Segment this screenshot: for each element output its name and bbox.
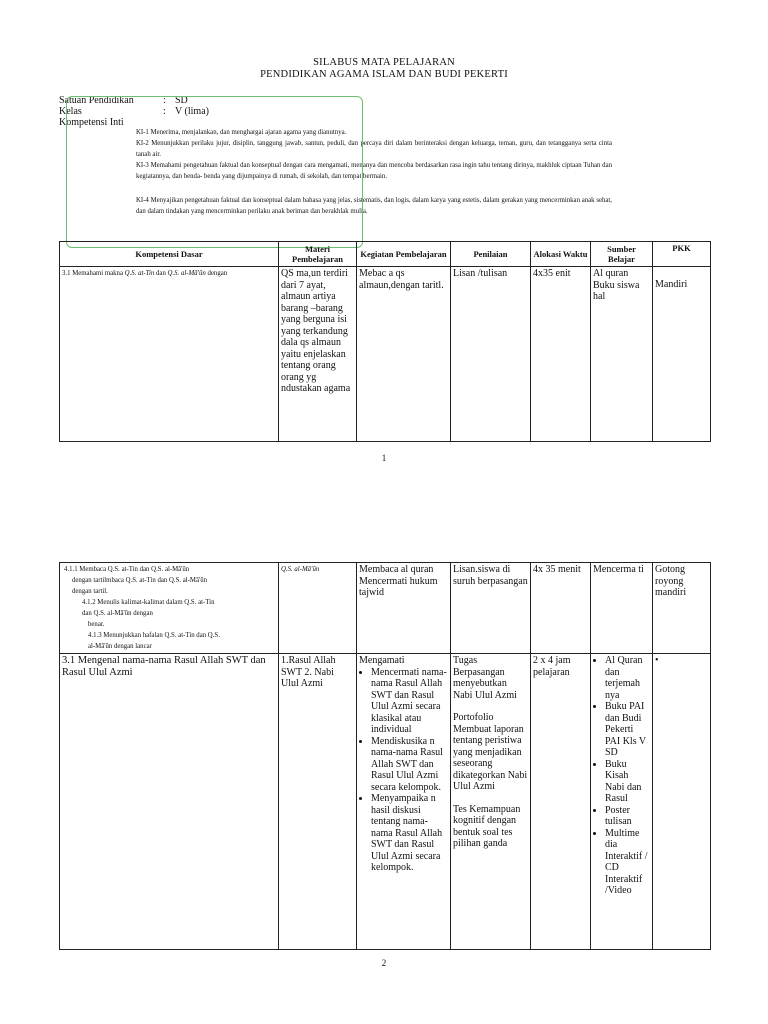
kd-surah-1: Q.S. at-Tin	[124, 270, 155, 277]
list-item: • Mencermati nama-nama Rasul Allah SWT dan Rasul Ulul Azmi secara klasikal atau individual	[371, 667, 448, 736]
document-subtitle: PENDIDIKAN AGAMA ISLAM DAN BUDI PEKERTI	[260, 69, 508, 80]
document-title: SILABUS MATA PELAJARAN	[313, 57, 455, 68]
kd-text: dengan	[205, 270, 228, 277]
penilaian-cell	[451, 654, 531, 950]
header-alokasi: Alokasi Waktu	[531, 242, 591, 267]
kelas-value: V (lima)	[175, 106, 209, 117]
kd-line: benar.	[88, 621, 105, 628]
ki-4: KI-4 Menyajikan pengetahuan faktual dan konseptual dalam bahasa yang jelas, sistematis, dan logis, dalam karya yang estetis, dalam gerakan yang mencerminkan anak sehat, dan dalam tindakan yang mencerminkan perilaku anak beriman dan berakhlak mulia.	[136, 197, 612, 215]
ki-2: KI-2 Menunjukkan perilaku jujur, disiplin, tanggung jawab, santun, peduli, dan percaya diri dalam berinteraksi dengan keluarga, teman, guru, dan tetangganya serta cinta tanah air.	[136, 140, 612, 158]
alokasi-cell: 2 x 4 jam pelajaran	[531, 654, 591, 950]
kd-line: 4.1.3 Menunjukkan hafalan Q.S. at-Tin dan Q.S.	[88, 632, 220, 639]
colon: :	[163, 106, 166, 117]
colon: :	[163, 95, 166, 106]
ki-3: KI-3 Memahami pengetahuan faktual dan konseptual dengan cara mengamati, menanya dan mencoba berdasarkan rasa ingin tahu tentang dirinya, makhluk ciptaan Tuhan dan kegiatannya, dan benda- benda yang dijumpainya di rumah, di sekolah, dan tempat bermain.	[136, 162, 612, 180]
penilaian-cell: Lisan.siswa di suruh berpasangan	[451, 563, 531, 654]
kd-line: dengan tartilmbaca Q.S. at-Tin dan Q.S. al-Mā'ūn	[72, 577, 207, 584]
list-item: • Multime dia Interaktif / CD Interaktif /Video	[605, 828, 650, 897]
syllabus-table-1	[59, 241, 711, 442]
sumber-cell: Mencerma ti	[591, 563, 653, 654]
kd-cell: 3.1 Mengenal nama-nama Rasul Allah SWT dan Rasul Ulul Azmi	[60, 654, 279, 950]
alokasi-cell: 4x 35 menit	[531, 563, 591, 654]
header-pkk: PKK	[653, 242, 711, 267]
kd-line: 4.1.1 Membaca Q.S. at-Tin dan Q.S. al-Mā'ūn	[64, 566, 190, 573]
header-kompetensi-dasar: Kompetensi Dasar	[60, 242, 279, 267]
pkk-cell: Mandiri	[653, 267, 711, 442]
kd-surah-2: Q.S. al-Mā'ūn	[167, 270, 206, 277]
kd-line: 4.1.2 Menulis kalimat-kalimat dalam Q.S. at-Tin	[82, 599, 215, 606]
pkk-cell: Gotong royong mandiri	[653, 563, 711, 654]
list-item: • Buku PAI dan Budi Pekerti PAI Kls V SD	[605, 701, 650, 759]
table-row	[60, 267, 711, 442]
kegiatan-cell: Mebac a qs almaun,dengan taritl.	[357, 267, 451, 442]
kompetensi-inti-label: Kompetensi Inti	[59, 117, 124, 128]
penilaian-item: Tes Kemampuan kognitif dengan bentuk soal tes pilihan ganda	[453, 803, 521, 849]
header-penilaian: Penilaian	[451, 242, 531, 267]
syllabus-table-2	[59, 562, 711, 950]
sumber-list	[593, 655, 650, 897]
kd-text: 3.1 Memahami makna	[62, 270, 125, 277]
table-row	[60, 654, 711, 950]
list-item: • Mendiskusika n nama-nama Rasul Allah SWT dan Rasul Ulul Azmi secara kelompok.	[371, 736, 448, 794]
penilaian-item: Portofolio Membuat laporan tentang peristiwa yang menjadikan seseorang dikategorkan Nabi Ulul Azmi	[453, 712, 528, 792]
kd-cell	[60, 267, 279, 442]
ki-1: KI-1 Menerima, menjalankan, dan menghargai ajaran agama yang dianutnya.	[136, 129, 347, 136]
list-item: • Al Quran dan terjemah nya	[605, 655, 650, 701]
page-number-2: 2	[381, 958, 387, 968]
kd-line: dan Q.S. al-Mā'ūn dengan	[82, 610, 153, 617]
alokasi-cell: 4x35 enit	[531, 267, 591, 442]
penilaian-cell: Lisan /tulisan	[451, 267, 531, 442]
kelas-label: Kelas	[59, 106, 82, 117]
table-row	[60, 563, 711, 654]
selection-rectangle	[66, 96, 363, 248]
sumber-cell	[591, 654, 653, 950]
kegiatan-title: Mengamati	[359, 655, 405, 666]
materi-cell: QS ma,un terdiri dari 7 ayat, almaun artiya barang –barang yang berguna isi yang terkandung dala qs almaun yaitu enjelaskan tentang orang orang yg ndustakan agama	[279, 267, 357, 442]
kegiatan-list	[359, 667, 448, 874]
kd-line: al-Mā'ūn dengan lancar	[88, 643, 152, 650]
header-materi: Materi Pembelajaran	[279, 242, 357, 267]
kegiatan-cell	[357, 654, 451, 950]
materi-cell: Q.S. al-Mā'ūn	[279, 563, 357, 654]
header-kegiatan: Kegiatan Pembelajaran	[357, 242, 451, 267]
page-number-1: 1	[381, 453, 387, 463]
header-sumber: Sumber Belajar	[591, 242, 653, 267]
sumber-cell: Al quran Buku siswa hal	[591, 267, 653, 442]
list-item: • Buku Kisah Nabi dan Rasul	[605, 759, 650, 805]
kd-text: dan	[154, 270, 168, 277]
kd-line: dengan tartil.	[72, 588, 108, 595]
kd-cell	[60, 563, 279, 654]
penilaian-item: Tugas Berpasangan menyebutkan Nabi Ulul Azmi	[453, 655, 517, 701]
kegiatan-cell: Membaca al quran Mencermati hukum tajwid	[357, 563, 451, 654]
list-item: • Poster tulisan	[605, 805, 650, 828]
list-item: • Menyampaika n hasil diskusi tentang nama-nama Rasul Allah SWT dan Rasul Ulul Azmi secara kelompok.	[371, 793, 448, 874]
materi-cell: 1.Rasul Allah SWT 2. Nabi Ulul Azmi	[279, 654, 357, 950]
satuan-label: Satuan Pendidikan	[59, 95, 134, 106]
pkk-cell: •	[653, 654, 711, 950]
satuan-value: SD	[175, 95, 188, 106]
